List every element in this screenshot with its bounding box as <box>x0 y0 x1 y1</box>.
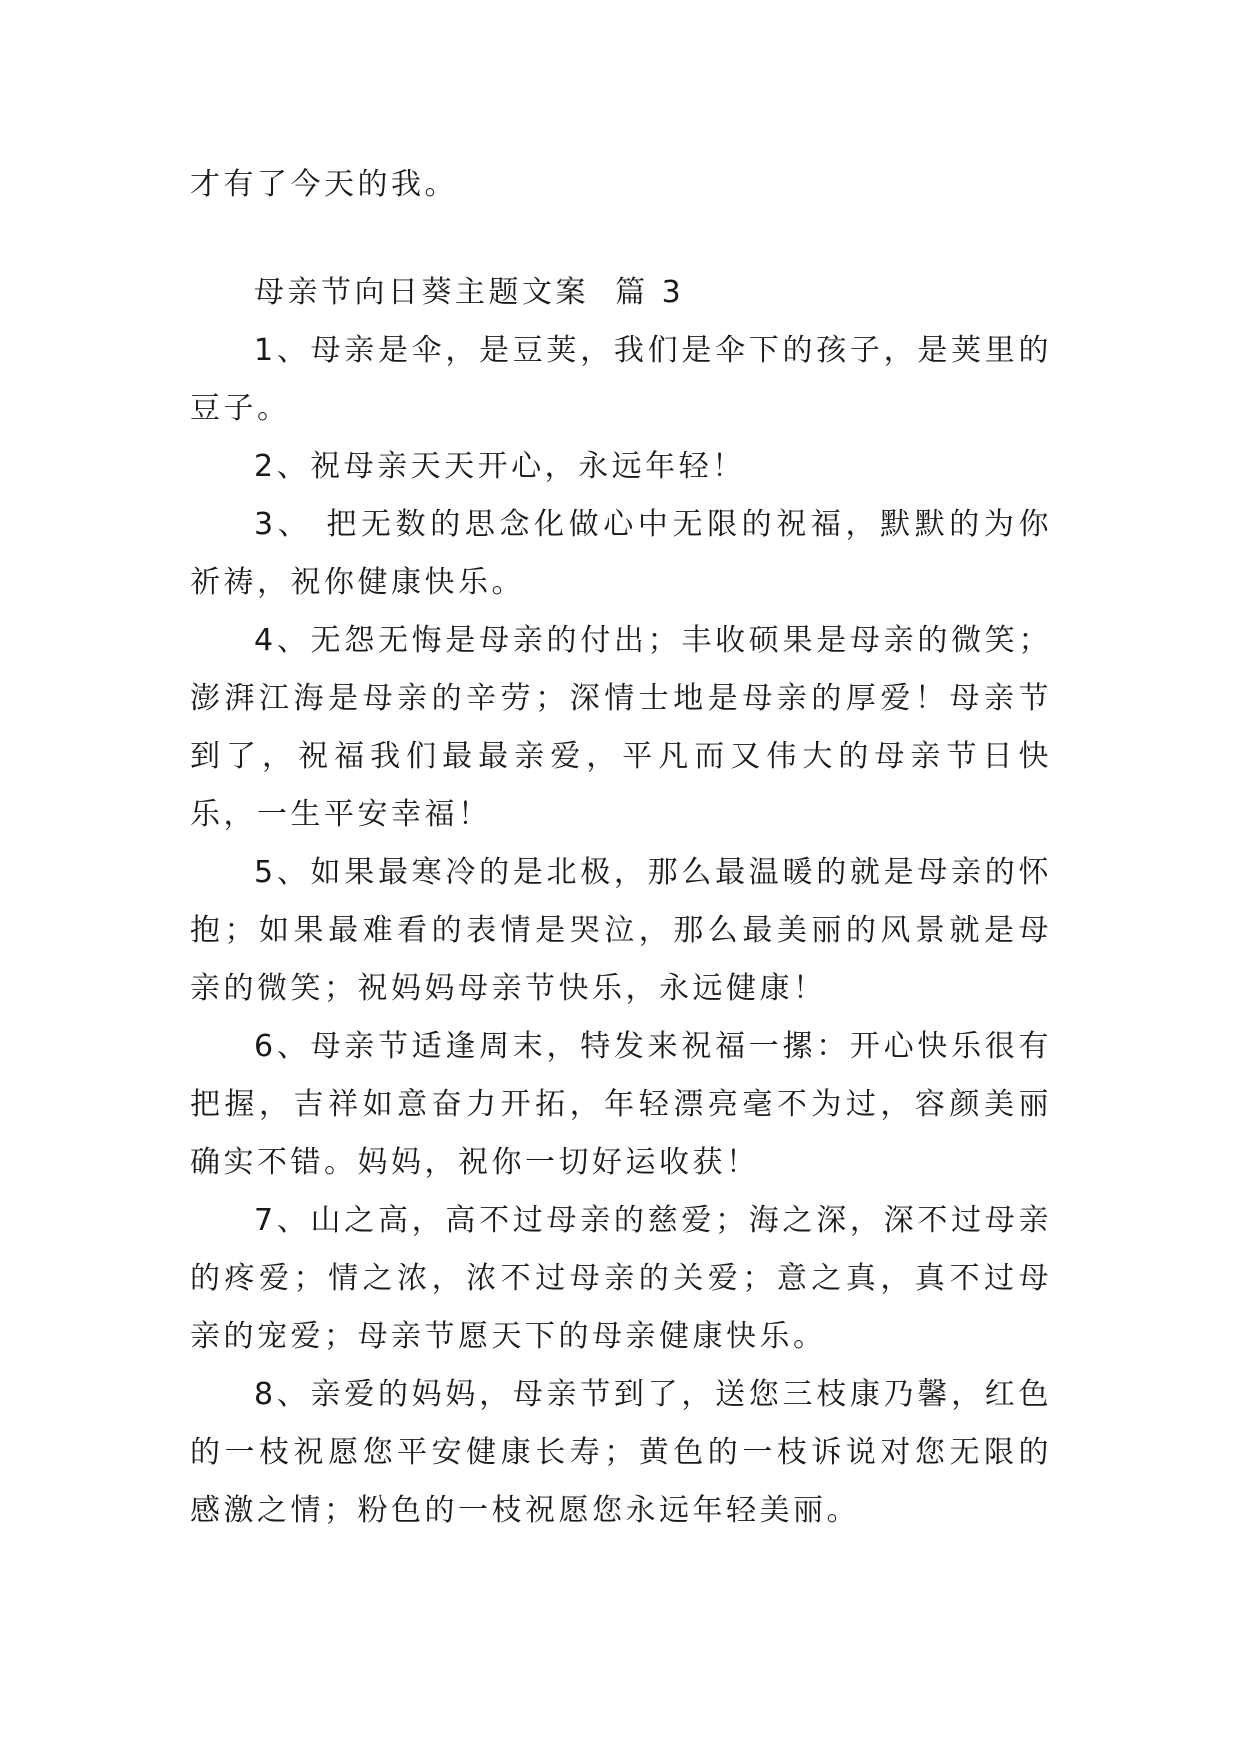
list-item: 8、亲爱的妈妈，母亲节到了，送您三枝康乃馨，红色的一枝祝愿您平安健康长寿；黄色的一枝诉说对您无限的感激之情；粉色的一枝祝愿您永远年轻美丽。 <box>190 1377 1052 1528</box>
list-item: 6、母亲节适逢周末，特发来祝福一摞：开心快乐很有把握，吉祥如意奋力开拓，年轻漂亮毫不为过，容颜美丽确实不错。妈妈，祝你一切好运收获！ <box>190 1029 1052 1180</box>
lead-line: 才有了今天的我。 <box>190 167 458 202</box>
list-item: 3、 把无数的思念化做心中无限的祝福，默默的为你祈祷，祝你健康快乐。 <box>190 507 1052 600</box>
list-item: 4、无怨无悔是母亲的付出；丰收硕果是母亲的微笑；澎湃江海是母亲的辛劳；深情士地是母亲的厚爱！母亲节到了，祝福我们最最亲爱，平凡而又伟大的母亲节日快乐，一生平安幸福！ <box>190 623 1052 832</box>
document-body <box>190 156 1052 1540</box>
section-title: 母亲节向日葵主题文案 篇 3 <box>254 275 685 310</box>
paragraph-gap <box>190 214 1052 264</box>
list-item: 2、祝母亲天天开心，永远年轻！ <box>254 449 746 484</box>
list-item: 1、母亲是伞，是豆荚，我们是伞下的孩子，是荚里的豆子。 <box>190 333 1052 426</box>
list-item: 5、如果最寒冷的是北极，那么最温暖的就是母亲的怀抱；如果最难看的表情是哭泣，那么最美丽的风景就是母亲的微笑；祝妈妈母亲节快乐，永远健康！ <box>190 855 1052 1006</box>
list-item: 7、山之高，高不过母亲的慈爱；海之深，深不过母亲的疼爱；情之浓，浓不过母亲的关爱；意之真，真不过母亲的宠爱；母亲节愿天下的母亲健康快乐。 <box>190 1203 1052 1354</box>
